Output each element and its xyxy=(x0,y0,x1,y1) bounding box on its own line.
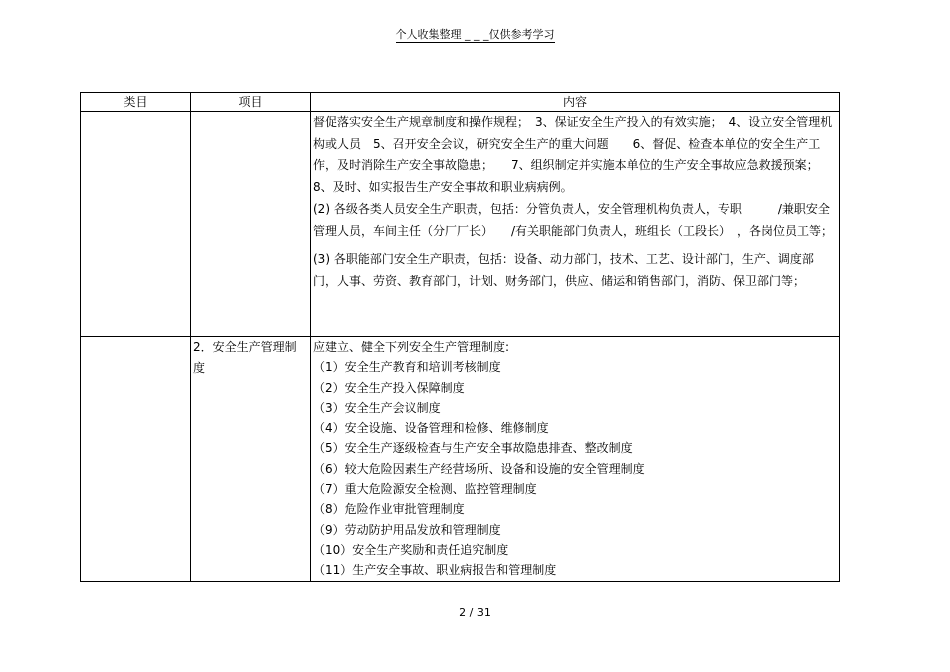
column-header-content: 内容 xyxy=(311,93,840,112)
item-cell: 2．安全生产管理制度 xyxy=(191,337,311,582)
column-header-category: 类目 xyxy=(81,93,191,112)
content-cell xyxy=(311,112,840,337)
list-item: （8）危险作业审批管理制度 xyxy=(313,502,465,517)
table-header-row xyxy=(81,93,840,112)
list-item: （3）安全生产会议制度 xyxy=(313,400,441,415)
category-cell xyxy=(81,112,191,337)
page-header xyxy=(0,26,950,42)
list-item: （7）重大危险源安全检测、监控管理制度 xyxy=(313,482,537,497)
list-item: （11）生产安全事故、职业病报告和管理制度 xyxy=(313,563,557,578)
item-cell xyxy=(191,112,311,337)
content-table xyxy=(80,92,840,582)
list-item: （5）安全生产逐级检查与生产安全事故隐患排查、整改制度 xyxy=(313,441,633,456)
content-paragraph: 督促落实安全生产规章制度和操作规程； 3、保证安全生产投入的有效实施； 4、设立安全管理机构或人员 5、召开安全会议，研究安全生产的重大问题 6、督促、检查本单位的安全生产工作，及时消除生产安全事故隐患； 7、组织制定并实施本单位的生产安全事故应急救援预案； 8、及时、如实报告生产安全事故和职业病病例。 xyxy=(313,115,833,194)
table-row xyxy=(81,337,840,582)
list-intro: 应建立、健全下列安全生产管理制度: xyxy=(313,340,510,354)
list-item: （1）安全生产教育和培训考核制度 xyxy=(313,360,501,375)
list-item: （10）安全生产奖励和责任追究制度 xyxy=(313,542,509,557)
category-cell xyxy=(81,337,191,582)
content-paragraph: (3) 各职能部门安全生产职责，包括：设备、动力部门，技术、工艺、设计部门，生产、调度部门，人事、劳资、教育部门，计划、财务部门，供应、储运和销售部门，消防、保卫部门等； xyxy=(313,252,814,288)
list-item: （4）安全设施、设备管理和检修、维修制度 xyxy=(313,421,549,436)
list-item: （2）安全生产投入保障制度 xyxy=(313,380,465,395)
list-item: （6）较大危险因素生产经营场所、设备和设施的安全管理制度 xyxy=(313,461,645,476)
list-item: （9）劳动防护用品发放和管理制度 xyxy=(313,522,501,537)
table-row xyxy=(81,112,840,337)
page-header-text: 个人收集整理 _ _ _仅供参考学习 xyxy=(395,28,555,41)
content-paragraph: (2) 各级各类人员安全生产职责，包括：分管负责人，安全管理机构负责人，专职 /兼职安全管理人员，车间主任（分厂厂长） /有关职能部门负责人，班组长（工段长） ，各岗位员工等； xyxy=(313,202,834,238)
content-cell xyxy=(311,337,840,582)
column-header-item: 项目 xyxy=(191,93,311,112)
page-number: 2 / 31 xyxy=(459,606,491,619)
